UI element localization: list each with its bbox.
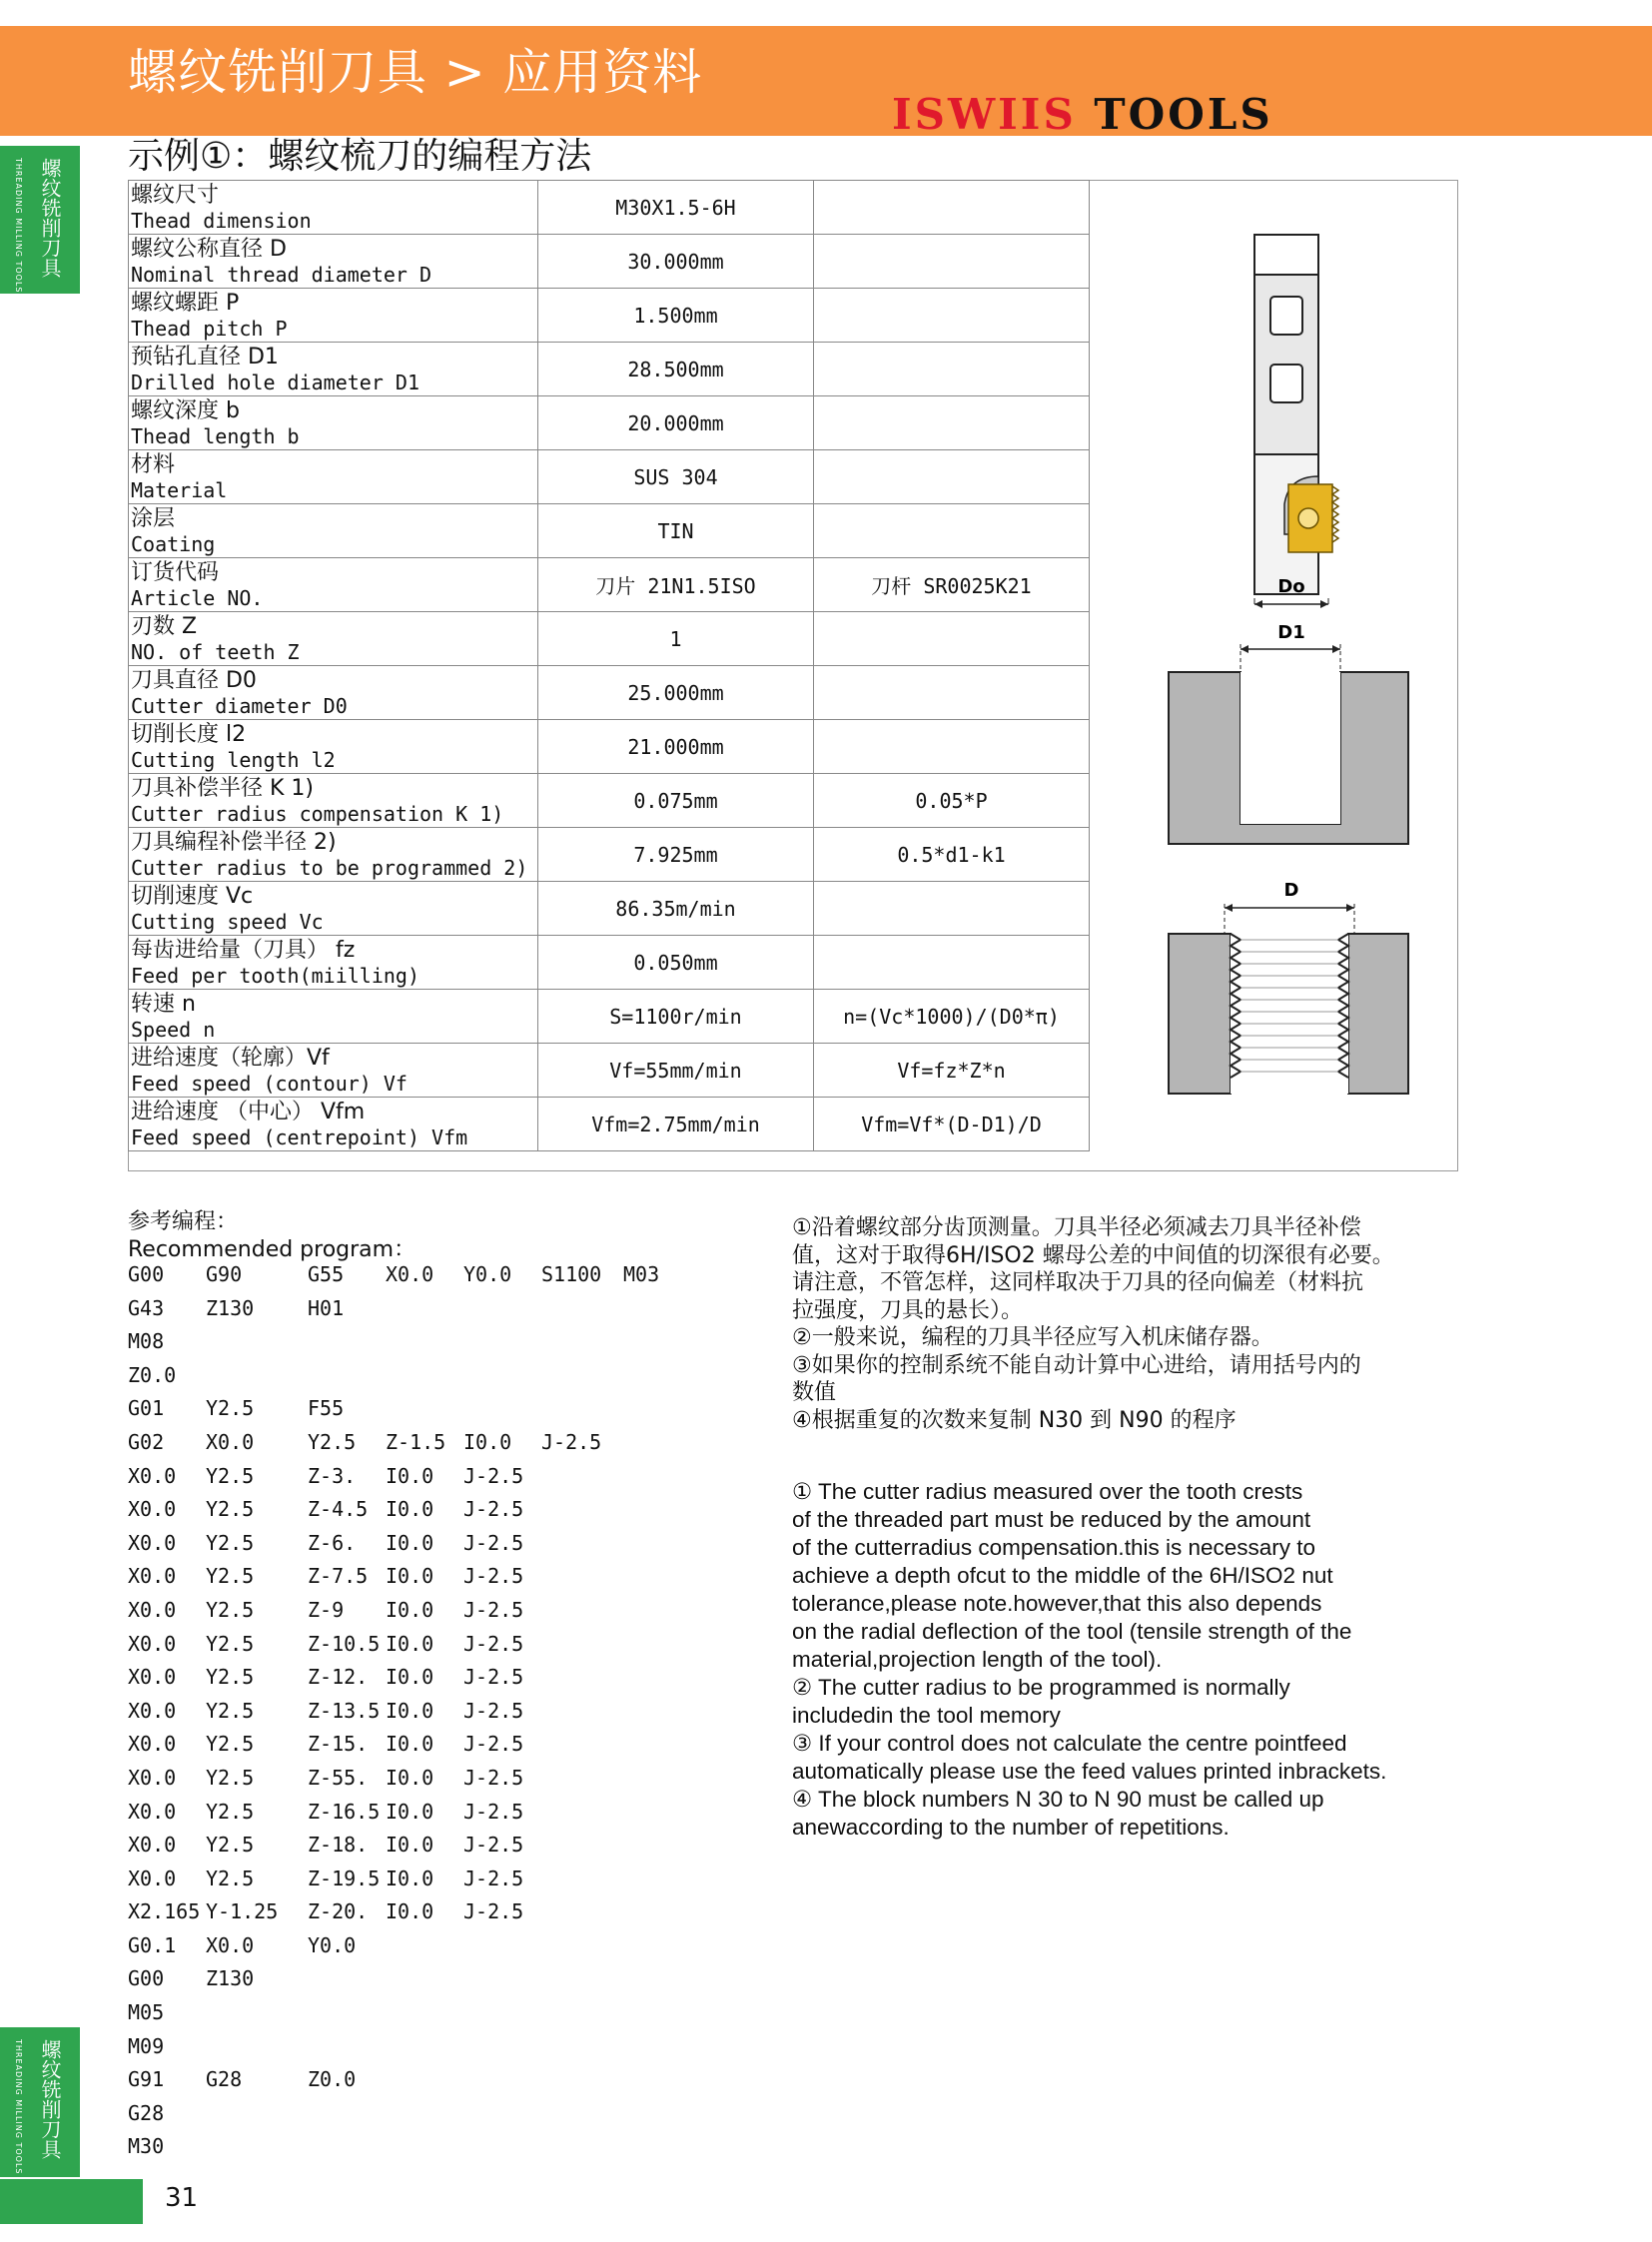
spec-value: SUS 304 xyxy=(538,450,814,504)
program-token: X0.0 xyxy=(128,1765,177,1790)
program-token: J-2.5 xyxy=(463,1530,524,1555)
tool-holder-drawing xyxy=(1254,235,1338,608)
spec-row xyxy=(129,343,1090,396)
program-token: Z130 xyxy=(206,1966,255,1991)
program-token: J-2.5 xyxy=(463,1765,524,1790)
spec-formula xyxy=(814,720,1090,774)
spec-label xyxy=(129,289,538,343)
note-line-zh: ①沿着螺纹部分齿顶测量。刀具半径必须减去刀具半径补偿 xyxy=(792,1215,1361,1240)
spec-label-en: Coating xyxy=(131,531,216,556)
program-token: Z-1.5 xyxy=(386,1429,446,1454)
spec-label-zh: 每齿进给量（刀具） fz xyxy=(131,937,356,963)
spec-formula xyxy=(814,450,1090,504)
spec-label xyxy=(129,612,538,666)
program-token: J-2.5 xyxy=(463,1698,524,1723)
spec-row xyxy=(129,1098,1090,1151)
spec-label-en: Feed per tooth(miilling) xyxy=(131,963,419,988)
note-line-en: on the radial deflection of the tool (tensile strength of the xyxy=(792,1619,1352,1644)
program-token: J-2.5 xyxy=(463,1899,524,1924)
program-token: Z0.0 xyxy=(128,1362,177,1387)
program-token: J-2.5 xyxy=(463,1833,524,1858)
spec-label-en: Feed speed (contour) Vf xyxy=(131,1071,408,1096)
program-token: Z0.0 xyxy=(308,2067,357,2092)
spec-label-zh: 进给速度 （中心） Vfm xyxy=(131,1099,366,1124)
program-token: M03 xyxy=(623,1262,660,1286)
program-token: Y2.5 xyxy=(206,1866,255,1890)
spec-value: 1 xyxy=(538,612,814,666)
program-token: I0.0 xyxy=(386,1833,434,1858)
page-number: 31 xyxy=(165,2183,199,2213)
spec-value: 1.500mm xyxy=(538,289,814,343)
note-line-en: achieve a depth ofcut to the middle of the 6H/ISO2 nut xyxy=(792,1563,1333,1588)
brand-logo xyxy=(892,90,1273,139)
notes-english xyxy=(792,1478,1471,1842)
spec-label xyxy=(129,882,538,936)
spec-label xyxy=(129,1098,538,1151)
program-token: I0.0 xyxy=(386,1799,434,1824)
spec-label-en: Nominal thread diameter D xyxy=(131,262,432,287)
spec-row xyxy=(129,720,1090,774)
spec-formula: Vfm=Vf*(D-D1)/D xyxy=(814,1098,1090,1151)
spec-formula: 0.05*P xyxy=(814,774,1090,828)
program-token: S1100 xyxy=(541,1262,602,1286)
diagram-label-do: Do xyxy=(1277,576,1305,597)
spec-formula xyxy=(814,936,1090,990)
note-line-en: tolerance,please note.however,that this also depends xyxy=(792,1591,1322,1616)
program-token: Z130 xyxy=(206,1295,255,1320)
spec-label-zh: 刀具补偿半径 K 1) xyxy=(131,775,314,801)
program-token: J-2.5 xyxy=(463,1631,524,1656)
spec-label-zh: 切削速度 Vc xyxy=(131,883,254,909)
spec-formula xyxy=(814,666,1090,720)
spec-value: 0.050mm xyxy=(538,936,814,990)
spec-value: 28.500mm xyxy=(538,343,814,396)
spec-row xyxy=(129,666,1090,720)
program-token: H01 xyxy=(308,1295,345,1320)
page-header-title: 螺纹铣削刀具 > 应用资料 xyxy=(128,44,703,101)
program-token: X0.0 xyxy=(128,1665,177,1690)
program-token: Y2.5 xyxy=(206,1463,255,1488)
program-token: Y2.5 xyxy=(206,1765,255,1790)
program-token: J-2.5 xyxy=(463,1597,524,1622)
spec-label-zh: 刀具直径 D0 xyxy=(131,667,257,693)
program-token: X0.0 xyxy=(206,1932,255,1957)
spec-label-zh: 涂层 xyxy=(131,505,176,531)
spec-formula: 刀杆 SR0025K21 xyxy=(814,558,1090,612)
program-token: I0.0 xyxy=(386,1564,434,1589)
spec-row xyxy=(129,1044,1090,1098)
program-token: Y2.5 xyxy=(206,1665,255,1690)
program-token: X0.0 xyxy=(128,1597,177,1622)
program-token: X0.0 xyxy=(128,1497,177,1522)
program-token: Z-3. xyxy=(308,1463,357,1488)
spec-label-en: Cutting speed Vc xyxy=(131,909,324,934)
program-token: M09 xyxy=(128,2033,165,2058)
spec-row xyxy=(129,990,1090,1044)
tool-diagram xyxy=(1109,215,1438,1114)
program-token: J-2.5 xyxy=(463,1497,524,1522)
program-token: Z-13.5 xyxy=(308,1698,381,1723)
program-token: Y2.5 xyxy=(206,1631,255,1656)
spec-value: 7.925mm xyxy=(538,828,814,882)
program-token: F55 xyxy=(308,1396,345,1421)
spec-formula: n=(Vc*1000)/(D0*π) xyxy=(814,990,1090,1044)
spec-label xyxy=(129,181,538,235)
program-token: Y2.5 xyxy=(206,1732,255,1757)
spec-label xyxy=(129,558,538,612)
program-token: Y2.5 xyxy=(206,1396,255,1421)
program-token: Y2.5 xyxy=(206,1833,255,1858)
spec-label-zh: 订货代码 xyxy=(131,559,220,585)
program-token: Z-10.5 xyxy=(308,1631,381,1656)
spec-formula xyxy=(814,504,1090,558)
program-token: M08 xyxy=(128,1329,165,1354)
side-tab-sublabel: THREADING MILLING TOOLS xyxy=(14,158,23,294)
spec-label-zh: 进给速度（轮廓）Vf xyxy=(131,1045,330,1071)
spec-label-en: Drilled hole diameter D1 xyxy=(131,370,419,394)
spec-label-en: Cutter diameter D0 xyxy=(131,693,348,718)
section-title: 示例①：螺纹梳刀的编程方法 xyxy=(128,136,592,177)
program-token: Y2.5 xyxy=(206,1530,255,1555)
spec-value: M30X1.5-6H xyxy=(538,181,814,235)
program-token: G00 xyxy=(128,1262,165,1286)
program-token: J-2.5 xyxy=(463,1665,524,1690)
program-token: I0.0 xyxy=(386,1665,434,1690)
program-heading xyxy=(128,1208,415,1264)
spec-formula xyxy=(814,235,1090,289)
program-token: G01 xyxy=(128,1396,165,1421)
program-token: X0.0 xyxy=(386,1262,434,1286)
program-token: Z-19.5 xyxy=(308,1866,381,1890)
spec-value: 20.000mm xyxy=(538,396,814,450)
program-token: Y2.5 xyxy=(206,1564,255,1589)
spec-formula xyxy=(814,343,1090,396)
program-token: X0.0 xyxy=(128,1631,177,1656)
spec-label-zh: 预钻孔直径 D1 xyxy=(131,344,279,370)
spec-label-en: Thead length b xyxy=(131,423,300,448)
spec-row xyxy=(129,774,1090,828)
spec-value: 25.000mm xyxy=(538,666,814,720)
spec-label-zh: 螺纹公称直径 D xyxy=(131,236,287,262)
program-token: I0.0 xyxy=(463,1429,512,1454)
note-line-en: of the cutterradius compensation.this is necessary to xyxy=(792,1535,1316,1560)
program-title-en: Recommended program： xyxy=(128,1237,416,1262)
program-token: J-2.5 xyxy=(463,1564,524,1589)
note-line-en: ① The cutter radius measured over the tooth crests xyxy=(792,1479,1303,1504)
spec-value: 86.35m/min xyxy=(538,882,814,936)
spec-row xyxy=(129,450,1090,504)
spec-row xyxy=(129,504,1090,558)
program-token: Y-1.25 xyxy=(206,1899,279,1924)
diagram-label-d1: D1 xyxy=(1277,622,1305,643)
note-line-en: material,projection length of the tool). xyxy=(792,1647,1163,1672)
spec-label xyxy=(129,396,538,450)
program-token: X0.0 xyxy=(128,1799,177,1824)
program-token: G28 xyxy=(128,2100,165,2125)
program-token: I0.0 xyxy=(386,1463,434,1488)
spec-label-zh: 转速 n xyxy=(131,991,196,1017)
spec-label xyxy=(129,343,538,396)
spec-label-zh: 刀具编程补偿半径 2) xyxy=(131,829,337,855)
note-line-en: includedin the tool memory xyxy=(792,1703,1061,1728)
note-line-zh: 数值 xyxy=(792,1380,837,1405)
program-token: I0.0 xyxy=(386,1765,434,1790)
spec-label xyxy=(129,990,538,1044)
spec-value: TIN xyxy=(538,504,814,558)
note-line-en: ② The cutter radius to be programmed is normally xyxy=(792,1675,1290,1700)
program-token: X0.0 xyxy=(128,1833,177,1858)
program-token: G02 xyxy=(128,1429,165,1454)
note-line-en: anewaccording to the number of repetitions. xyxy=(792,1815,1230,1840)
side-tab-label: 螺纹铣削刀具 xyxy=(38,2039,62,2159)
spec-row xyxy=(129,936,1090,990)
program-token: I0.0 xyxy=(386,1497,434,1522)
program-token: I0.0 xyxy=(386,1530,434,1555)
program-token: X0.0 xyxy=(128,1463,177,1488)
program-token: Z-16.5 xyxy=(308,1799,381,1824)
spec-label-en: Cutter radius compensation K 1) xyxy=(131,801,504,826)
program-token: Z-6. xyxy=(308,1530,357,1555)
spec-label xyxy=(129,235,538,289)
program-token: J-2.5 xyxy=(463,1799,524,1824)
spec-formula xyxy=(814,289,1090,343)
spec-label-en: Article NO. xyxy=(131,585,264,610)
spec-row xyxy=(129,828,1090,882)
side-tab-label: 螺纹铣削刀具 xyxy=(38,158,62,278)
program-token: G00 xyxy=(128,1966,165,1991)
spec-label-en: Feed speed (centrepoint) Vfm xyxy=(131,1124,468,1149)
program-token: Z-15. xyxy=(308,1732,369,1757)
note-line-en: ④ The block numbers N 30 to N 90 must be called up xyxy=(792,1787,1324,1812)
program-token: Z-9 xyxy=(308,1597,345,1622)
spec-table xyxy=(128,180,1090,1151)
note-line-zh: ④根据重复的次数来复制 N30 到 N90 的程序 xyxy=(792,1407,1237,1433)
spec-value: Vfm=2.75mm/min xyxy=(538,1098,814,1151)
program-token: I0.0 xyxy=(386,1732,434,1757)
spec-value: 刀片 21N1.5ISO xyxy=(538,558,814,612)
note-line-en: of the threaded part must be reduced by the amount xyxy=(792,1507,1311,1532)
program-token: X0.0 xyxy=(128,1530,177,1555)
spec-label xyxy=(129,450,538,504)
spec-formula xyxy=(814,612,1090,666)
program-token: G0.1 xyxy=(128,1932,177,1957)
page-number-bar xyxy=(0,2179,143,2224)
note-line-en: ③ If your control does not calculate the centre pointfeed xyxy=(792,1731,1347,1756)
spec-label-en: Material xyxy=(131,477,228,502)
program-token: Z-55. xyxy=(308,1765,369,1790)
side-tab-sublabel: THREADING MILLING TOOLS xyxy=(14,2039,23,2175)
spec-label xyxy=(129,828,538,882)
spec-label xyxy=(129,504,538,558)
spec-formula: 0.5*d1-k1 xyxy=(814,828,1090,882)
spec-label-zh: 螺纹深度 b xyxy=(131,397,240,423)
program-token: J-2.5 xyxy=(463,1732,524,1757)
spec-label-zh: 螺纹螺距 P xyxy=(131,290,240,316)
program-token: Z-4.5 xyxy=(308,1497,369,1522)
spec-label-zh: 螺纹尺寸 xyxy=(131,182,220,208)
program-token: I0.0 xyxy=(386,1597,434,1622)
program-token: Z-12. xyxy=(308,1665,369,1690)
spec-row xyxy=(129,612,1090,666)
spec-label-zh: 材料 xyxy=(131,451,176,477)
program-token: I0.0 xyxy=(386,1899,434,1924)
spec-row xyxy=(129,396,1090,450)
program-token: G43 xyxy=(128,1295,165,1320)
program-token: J-2.5 xyxy=(463,1866,524,1890)
notes-chinese xyxy=(792,1214,1471,1434)
program-token: Z-7.5 xyxy=(308,1564,369,1589)
program-token: J-2.5 xyxy=(541,1429,602,1454)
note-line-zh: ③如果你的控制系统不能自动计算中心进给，请用括号内的 xyxy=(792,1352,1361,1378)
program-token: X0.0 xyxy=(128,1732,177,1757)
spec-label xyxy=(129,720,538,774)
program-token: X0.0 xyxy=(128,1866,177,1890)
program-title-zh: 参考编程： xyxy=(128,1209,239,1234)
spec-value: 21.000mm xyxy=(538,720,814,774)
spec-label-en: NO. of teeth Z xyxy=(131,639,300,664)
note-line-zh: 拉强度，刀具的悬长）。 xyxy=(792,1297,1024,1323)
drilled-hole-drawing xyxy=(1169,622,1408,844)
program-token: I0.0 xyxy=(386,1866,434,1890)
program-token: Y2.5 xyxy=(206,1497,255,1522)
program-token: X2.165 xyxy=(128,1899,201,1924)
brand-name-part2: TOOLS xyxy=(1094,90,1273,139)
program-token: X0.0 xyxy=(128,1698,177,1723)
spec-label-zh: 切削长度 l2 xyxy=(131,721,247,747)
program-token: Y2.5 xyxy=(206,1698,255,1723)
program-token: Y2.5 xyxy=(206,1597,255,1622)
program-token: M30 xyxy=(128,2134,165,2159)
note-line-en: automatically please use the feed values printed inbrackets. xyxy=(792,1759,1387,1784)
spec-label-en: Thead dimension xyxy=(131,208,312,233)
diagram-label-d: D xyxy=(1283,880,1299,901)
spec-label-en: Cutter radius to be programmed 2) xyxy=(131,855,528,880)
program-token: I0.0 xyxy=(386,1631,434,1656)
program-token: I0.0 xyxy=(386,1698,434,1723)
spec-formula xyxy=(814,181,1090,235)
program-token: G91 xyxy=(128,2067,165,2092)
spec-row xyxy=(129,558,1090,612)
program-token: Y0.0 xyxy=(308,1932,357,1957)
program-token: X0.0 xyxy=(128,1564,177,1589)
spec-value: Vf=55mm/min xyxy=(538,1044,814,1098)
spec-formula xyxy=(814,396,1090,450)
threaded-hole-drawing xyxy=(1169,880,1408,1094)
spec-row xyxy=(129,181,1090,235)
spec-row xyxy=(129,289,1090,343)
note-line-zh: ②一般来说，编程的刀具半径应写入机床储存器。 xyxy=(792,1325,1273,1350)
side-tab-bottom xyxy=(0,2027,80,2177)
program-token: Z-20. xyxy=(308,1899,369,1924)
program-token: Y2.5 xyxy=(206,1799,255,1824)
program-token: Z-18. xyxy=(308,1833,369,1858)
note-line-zh: 值，这对于取得6H/ISO2 螺母公差的中间值的切深很有必要。 xyxy=(792,1242,1394,1268)
brand-name-part1: ISWIIS xyxy=(892,90,1077,139)
spec-label xyxy=(129,666,538,720)
program-token: G90 xyxy=(206,1262,243,1286)
spec-label-zh: 刃数 Z xyxy=(131,613,198,639)
spec-row xyxy=(129,235,1090,289)
program-token: G55 xyxy=(308,1262,345,1286)
spec-formula: Vf=fz*Z*n xyxy=(814,1044,1090,1098)
spec-value: 30.000mm xyxy=(538,235,814,289)
spec-value: 0.075mm xyxy=(538,774,814,828)
spec-row xyxy=(129,882,1090,936)
program-token: G28 xyxy=(206,2067,243,2092)
spec-label-en: Cutting length l2 xyxy=(131,747,336,772)
program-token: X0.0 xyxy=(206,1429,255,1454)
spec-label xyxy=(129,774,538,828)
spec-label-en: Thead pitch P xyxy=(131,316,288,341)
program-token: M05 xyxy=(128,2000,165,2025)
program-token: J-2.5 xyxy=(463,1463,524,1488)
program-token: Y2.5 xyxy=(308,1429,357,1454)
spec-label xyxy=(129,936,538,990)
note-line-zh: 请注意，不管怎样，这同样取决于刀具的径向偏差（材料抗 xyxy=(792,1270,1364,1295)
spec-label-en: Speed n xyxy=(131,1017,216,1042)
program-token: Y0.0 xyxy=(463,1262,512,1286)
spec-value: S=1100r/min xyxy=(538,990,814,1044)
spec-label xyxy=(129,1044,538,1098)
spec-formula xyxy=(814,882,1090,936)
side-tab-top xyxy=(0,146,80,294)
